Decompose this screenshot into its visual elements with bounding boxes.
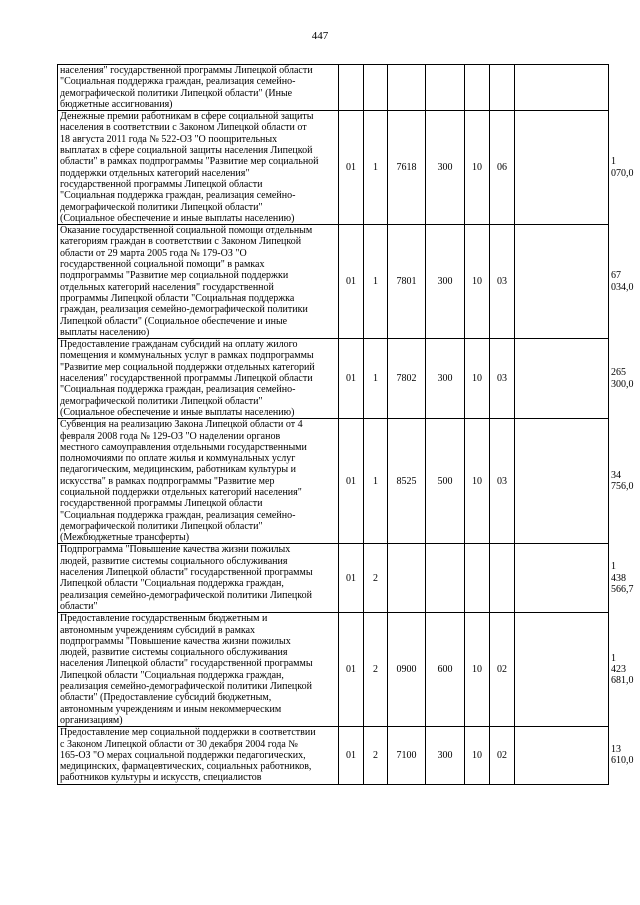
row-description <box>58 225 339 339</box>
expense-type-cell: 300 <box>426 727 465 784</box>
subprogram-code-cell: 1 <box>364 225 388 339</box>
expense-type-cell: 300 <box>426 339 465 419</box>
description-line: (Социальное обеспечение и иные выплаты населению) <box>60 212 295 224</box>
target-code-cell: 7802 <box>388 339 426 419</box>
description-line: (Социальное обеспечение и иные выплаты населению) <box>60 406 295 418</box>
subsection-cell: 03 <box>490 339 515 419</box>
section-cell: 10 <box>465 339 490 419</box>
subprogram-code-cell: 1 <box>364 419 388 544</box>
description-line: реализация семейно-демографической политики Липецкой <box>60 681 312 693</box>
description-line: людей, развитие системы социального обслуживания <box>60 647 288 659</box>
subsection-cell: 03 <box>490 419 515 544</box>
section-cell: 10 <box>465 419 490 544</box>
description-line: 18 августа 2011 года № 522-ОЗ "О поощрительных <box>60 133 278 145</box>
description-line: Денежные премии работникам в сфере социальной защиты <box>60 111 314 123</box>
description-line: населения в соответствии с Законом Липецкой области от <box>60 122 307 134</box>
table-row: Предоставление государственным бюджетным и автономным учреждениям субсидий в рамках подпрограммы "Повышение качества жизни пожилых людей, развитие системы социального обслуживания населения Липецкой области" государственной программы Липецкой области "Социальная поддержка граждан, реализация семейно-демографической политики Липецкой области" (Предоставление субсидий бюджетным, автономным учреждениям и иным некоммерческим организациям) 01 2 0900 600 10 02 1 423 681,0 <box>58 613 609 727</box>
spacer-cell <box>515 727 609 784</box>
table-row: Подпрограмма "Повышение качества жизни пожилых людей, развитие системы социального обслуживания населения Липецкой области" государственной программы Липецкой области "Социальная поддержка граждан, реализация семейно-демографической политики Липецкой области" 01 2 1 438 566,7 <box>58 544 609 613</box>
description-line: "Социальная поддержка граждан, реализация семейно- <box>60 509 296 521</box>
description-line: работников культуры и искусств, специалистов <box>60 772 262 784</box>
spacer-cell <box>515 544 609 613</box>
program-code-cell: 01 <box>339 111 364 225</box>
row-description <box>58 727 339 784</box>
row-description <box>58 613 339 727</box>
program-code-cell: 01 <box>339 727 364 784</box>
page-number: 447 <box>311 30 329 42</box>
description-line: искусства" в рамках подпрограммы "Развитие мер <box>60 475 275 487</box>
description-line: людей, развитие системы социального обслуживания <box>60 555 288 567</box>
table-row: Предоставление мер социальной поддержки в соответствии с Законом Липецкой области от 30 декабря 2004 года № 165-ОЗ "О мерах социальной поддержки педагогических, медицинских, фармацевтических, социальных работников, работников культуры и искусств, специалистов 01 2 7100 300 10 02 13 610,0 <box>58 727 609 784</box>
expense-type-cell <box>426 544 465 613</box>
budget-table <box>57 64 634 785</box>
description-line: Оказание государственной социальной помощи отдельным <box>60 225 313 237</box>
description-line: выплатах в сфере социальной защиты населения Липецкой <box>60 145 313 157</box>
description-line: с Законом Липецкой области от 30 декабря 2004 года № <box>60 738 298 750</box>
expense-type-cell: 500 <box>426 419 465 544</box>
section-cell <box>465 65 490 111</box>
target-code-cell: 8525 <box>388 419 426 544</box>
description-line: местного самоуправления отдельными государственными <box>60 441 307 453</box>
description-line: 165-ОЗ "О мерах социальной поддержки педагогических, <box>60 749 306 761</box>
table-row <box>58 65 609 111</box>
spacer-cell <box>515 65 609 111</box>
description-line: февраля 2008 года № 129-ОЗ "О наделении органов <box>60 430 281 442</box>
section-cell: 10 <box>465 727 490 784</box>
table-row: Субвенция на реализацию Закона Липецкой области от 4 февраля 2008 года № 129-ОЗ "О наделении органов местного самоуправления отдельными государственными полномочиями по оплате жилья и коммунальных услуг педагогическим, медицинским, работникам культуры и искусства" в рамках подпрограммы "Развитие мер социальной поддержки отдельных категорий населения" государственной программы Липецкой области "Социальная поддержка граждан, реализация семейно- демографической политики Липецкой области" (Межбюджетные трансферты) 01 1 8525 500 10 03 34 756,0 <box>58 419 609 544</box>
description-line: подпрограммы "Развитие мер социальной поддержки <box>60 270 289 282</box>
program-code-cell: 01 <box>339 544 364 613</box>
program-code-cell: 01 <box>339 613 364 727</box>
description-line: социальной поддержки отдельных категорий населения" <box>60 486 302 498</box>
description-line: Предоставление мер социальной поддержки в соответствии <box>60 727 316 739</box>
target-code-cell: 7100 <box>388 727 426 784</box>
subprogram-code-cell <box>364 65 388 111</box>
spacer-cell <box>515 225 609 339</box>
description-line: Субвенция на реализацию Закона Липецкой области от 4 <box>60 419 303 431</box>
description-line: государственной программы Липецкой области <box>60 178 263 190</box>
description-line: (Межбюджетные трансферты) <box>60 532 190 544</box>
description-line: области" (Предоставление субсидий бюджетным, <box>60 692 272 704</box>
description-line: Предоставление гражданам субсидий на оплату жилого <box>60 339 298 351</box>
target-code-cell <box>388 65 426 111</box>
description-line: области" <box>60 600 98 612</box>
description-line: выплаты населению) <box>60 326 150 338</box>
section-cell: 10 <box>465 225 490 339</box>
description-line: бюджетные ассигнования) <box>60 98 173 110</box>
section-cell <box>465 544 490 613</box>
table-row: Оказание государственной социальной помощи отдельным категориям граждан в соответствии с Законом Липецкой области от 29 марта 2005 года № 179-ОЗ "О государственной социальной помощи" в рамках подпрограммы "Развитие мер социальной поддержки отдельных категорий населения" государственной программы Липецкой области "Социальная поддержка граждан, реализация семейно-демографической политики Липецкой области" (Социальное обеспечение и иные выплаты населению) 01 1 7801 300 10 03 67 034,0 <box>58 225 609 339</box>
section-cell: 10 <box>465 111 490 225</box>
subsection-cell <box>490 65 515 111</box>
subprogram-code-cell: 2 <box>364 727 388 784</box>
expense-type-cell: 600 <box>426 613 465 727</box>
description-line: государственной программы Липецкой области <box>60 498 263 510</box>
description-line: Подпрограмма "Повышение качества жизни пожилых <box>60 544 291 556</box>
program-code-cell: 01 <box>339 225 364 339</box>
expense-type-cell: 300 <box>426 225 465 339</box>
description-line: поддержки отдельных категорий населения" <box>60 167 250 179</box>
description-line: Липецкой области "Социальная поддержка граждан, <box>60 578 284 590</box>
description-line: организациям) <box>60 714 123 726</box>
spacer-cell <box>515 613 609 727</box>
program-code-cell <box>339 65 364 111</box>
description-line: медицинских, фармацевтических, социальных работников, <box>60 761 312 773</box>
program-code-cell: 01 <box>339 339 364 419</box>
row-description <box>58 339 339 419</box>
description-line: программы Липецкой области "Социальная поддержка <box>60 292 295 304</box>
subsection-cell: 06 <box>490 111 515 225</box>
description-line: области" в рамках подпрограммы "Развитие мер социальной <box>60 156 319 168</box>
description-line: граждан, реализация семейно-демографической политики <box>60 304 308 316</box>
description-line: населения Липецкой области" государственной программы <box>60 658 313 670</box>
description-line: "Развитие мер социальной поддержки отдельных категорий <box>60 361 315 373</box>
description-line: отдельных категорий населения" государственной <box>60 281 274 293</box>
description-line: Предоставление государственным бюджетным и <box>60 613 268 625</box>
table-row: Денежные премии работникам в сфере социальной защиты населения в соответствии с Законом Липецкой области от 18 августа 2011 года № 522-ОЗ "О поощрительных выплатах в сфере социальной защиты населения Липецкой области" в рамках подпрограммы "Развитие мер социальной поддержки отдельных категорий населения" государственной программы Липецкой области "Социальная поддержка граждан, реализация семейно- демографической политики Липецкой области" (Социальное обеспечение и иные выплаты населению) 01 1 7618 300 10 06 1 070,0 <box>58 111 609 225</box>
description-line: демографической политики Липецкой области" <box>60 201 263 213</box>
expense-type-cell: 300 <box>426 111 465 225</box>
subprogram-code-cell: 1 <box>364 339 388 419</box>
row-description <box>58 419 339 544</box>
target-code-cell <box>388 544 426 613</box>
subsection-cell <box>490 544 515 613</box>
row-description <box>58 544 339 613</box>
description-line: Липецкой области" (Социальное обеспечение и иные <box>60 315 288 327</box>
description-line: государственной социальной помощи" в рамках <box>60 259 265 271</box>
spacer-cell <box>515 419 609 544</box>
program-code-cell: 01 <box>339 419 364 544</box>
description-line: демографической политики Липецкой области" <box>60 395 263 407</box>
description-line: помещения и коммунальных услуг в рамках подпрограммы <box>60 350 314 362</box>
spacer-cell <box>515 111 609 225</box>
description-line: полномочиями по оплате жилья и коммунальных услуг <box>60 453 296 465</box>
subprogram-code-cell: 1 <box>364 111 388 225</box>
row-description <box>58 111 339 225</box>
expense-type-cell <box>426 65 465 111</box>
description-line: категориям граждан в соответствии с Законом Липецкой <box>60 236 302 248</box>
subsection-cell: 02 <box>490 613 515 727</box>
description-line: реализация семейно-демографической политики Липецкой <box>60 589 312 601</box>
target-code-cell: 7618 <box>388 111 426 225</box>
description-line: автономным учреждениям субсидий в рамках <box>60 624 256 636</box>
subsection-cell: 02 <box>490 727 515 784</box>
table-row: Предоставление гражданам субсидий на оплату жилого помещения и коммунальных услуг в рамках подпрограммы "Развитие мер социальной поддержки отдельных категорий населения" государственной программы Липецкой области "Социальная поддержка граждан, реализация семейно- демографической политики Липецкой области" (Социальное обеспечение и иные выплаты населению) 01 1 7802 300 10 03 265 300,0 <box>58 339 609 419</box>
description-line: области от 29 марта 2005 года № 179-ОЗ "О <box>60 247 247 259</box>
subprogram-code-cell: 2 <box>364 613 388 727</box>
description-line: Липецкой области "Социальная поддержка граждан, <box>60 669 284 681</box>
description-line: "Социальная поддержка граждан, реализация семейно- <box>60 190 296 202</box>
description-line: "Социальная поддержка граждан, реализация семейно- <box>60 76 296 88</box>
subprogram-code-cell: 2 <box>364 544 388 613</box>
row-description <box>58 65 339 111</box>
description-line: педагогическим, медицинским, работникам культуры и <box>60 464 296 476</box>
description-line: "Социальная поддержка граждан, реализация семейно- <box>60 384 296 396</box>
target-code-cell: 7801 <box>388 225 426 339</box>
target-code-cell: 0900 <box>388 613 426 727</box>
description-line: населения" государственной программы Липецкой области <box>60 373 313 385</box>
description-line: населения Липецкой области" государственной программы <box>60 567 313 579</box>
description-line: подпрограммы "Повышение качества жизни пожилых <box>60 635 291 647</box>
description-line: демографической политики Липецкой области" <box>60 520 263 532</box>
description-line: демографической политики Липецкой области" (Иные <box>60 87 293 99</box>
subsection-cell: 03 <box>490 225 515 339</box>
section-cell: 10 <box>465 613 490 727</box>
description-line: населения" государственной программы Липецкой области <box>60 65 313 76</box>
spacer-cell <box>515 339 609 419</box>
description-line: автономным учреждениям и иным некоммерческим <box>60 703 282 715</box>
